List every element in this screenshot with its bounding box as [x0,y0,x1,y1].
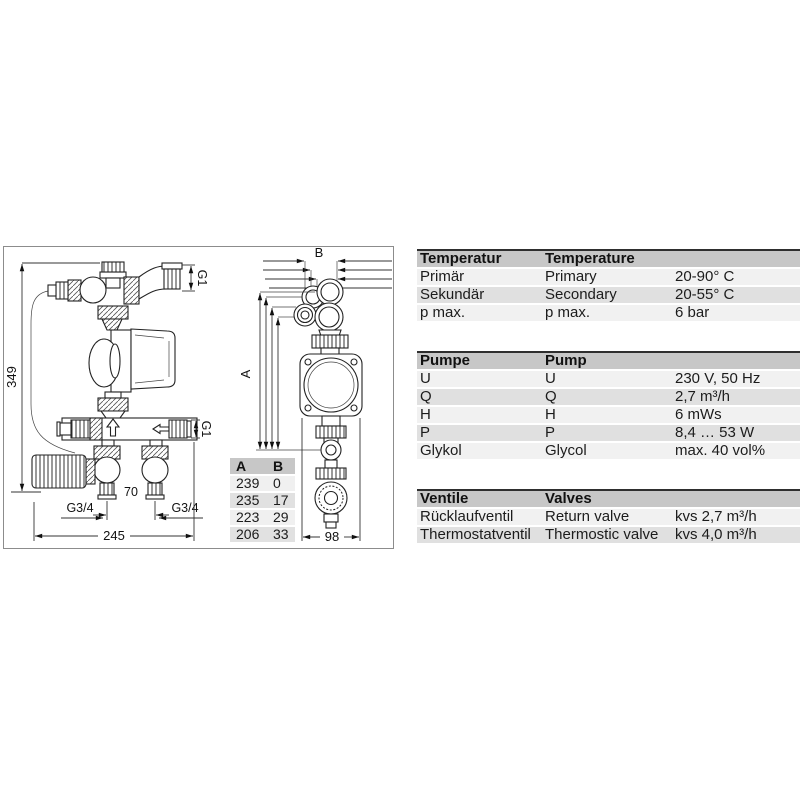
pump-group-line-drawing [3,246,394,549]
cell-en: Primary [542,268,672,286]
cell-de: Sekundär [417,286,542,304]
header-en: Pump [542,352,672,370]
dim-label-b: B [314,246,324,260]
cell-en: Glycol [542,442,672,460]
spec-table-valves [417,489,800,545]
ab-header-b: B [267,458,295,475]
header-de: Pumpe [417,352,542,370]
header-en: Temperature [542,250,672,268]
cell-b: 33 [267,526,295,543]
ab-header-row [230,458,295,475]
cell-a: 206 [230,526,267,543]
cell-b: 29 [267,509,295,526]
dim-label-g1-top: G1 [195,269,209,287]
cell-de: P [417,424,542,442]
cell-en: P [542,424,672,442]
cell-value: 6 bar [672,304,800,322]
ab-header-a: A [230,458,267,475]
thermostat-head [32,455,86,488]
dim-label-g34-left: G3/4 [66,501,94,515]
cell-value: 8,4 … 53 W [672,424,800,442]
cell-value: 2,7 m³/h [672,388,800,406]
spec-table-pump [417,351,800,461]
cell-value: kvs 2,7 m³/h [672,508,800,526]
cell-en: p max. [542,304,672,322]
cell-en: Return valve [542,508,672,526]
cell-value: kvs 4,0 m³/h [672,526,800,544]
table-row [417,406,800,424]
table-row [417,526,800,544]
cell-de: Primär [417,268,542,286]
port-cluster [294,279,343,331]
table-row [230,492,295,509]
cell-en: U [542,370,672,388]
cell-de: Q [417,388,542,406]
header-de: Ventile [417,490,542,508]
table-row [230,526,295,543]
table-row [417,268,800,286]
ab-dimension-table [230,458,295,544]
cell-en: Q [542,388,672,406]
table-header-row [417,250,800,268]
cell-value: max. 40 vol% [672,442,800,460]
cell-a: 223 [230,509,267,526]
cell-en: H [542,406,672,424]
header-de: Temperatur [417,250,542,268]
cell-de: H [417,406,542,424]
table-row [417,286,800,304]
header-value [672,250,800,268]
header-en: Valves [542,490,672,508]
dim-label-70: 70 [124,485,138,499]
dim-label-245: 245 [103,528,125,543]
dim-label-349: 349 [4,366,19,388]
table-row [417,370,800,388]
table-row [417,442,800,460]
table-row [230,509,295,526]
dim-label-98: 98 [324,529,340,544]
pump-flange-side [300,354,362,416]
table-header-row [417,352,800,370]
front-view [4,262,213,543]
table-row [417,304,800,322]
header-value [672,490,800,508]
cell-value: 6 mWs [672,406,800,424]
dim-label-g1-mid: G1 [199,420,213,438]
dim-label-g34-right: G3/4 [171,501,199,515]
circulation-pump [89,329,175,392]
cell-de: U [417,370,542,388]
cell-en: Thermostic valve [542,526,672,544]
header-value [672,352,800,370]
table-row [230,475,295,492]
cell-de: p max. [417,304,542,322]
cell-b: 0 [267,475,295,492]
technical-drawing-frame [3,246,394,549]
cell-value: 20-90° C [672,268,800,286]
dim-label-a: A [238,369,253,379]
table-header-row [417,490,800,508]
table-row [417,424,800,442]
cell-de: Thermostatventil [417,526,542,544]
table-row [417,508,800,526]
cell-de: Rücklaufventil [417,508,542,526]
table-row [417,388,800,406]
cell-value: 230 V, 50 Hz [672,370,800,388]
ball-valve [80,277,106,303]
cell-value: 20-55° C [672,286,800,304]
cell-de: Glykol [417,442,542,460]
cell-a: 235 [230,492,267,509]
cell-b: 17 [267,492,295,509]
cell-en: Secondary [542,286,672,304]
spec-table-temperature [417,249,800,323]
cell-a: 239 [230,475,267,492]
